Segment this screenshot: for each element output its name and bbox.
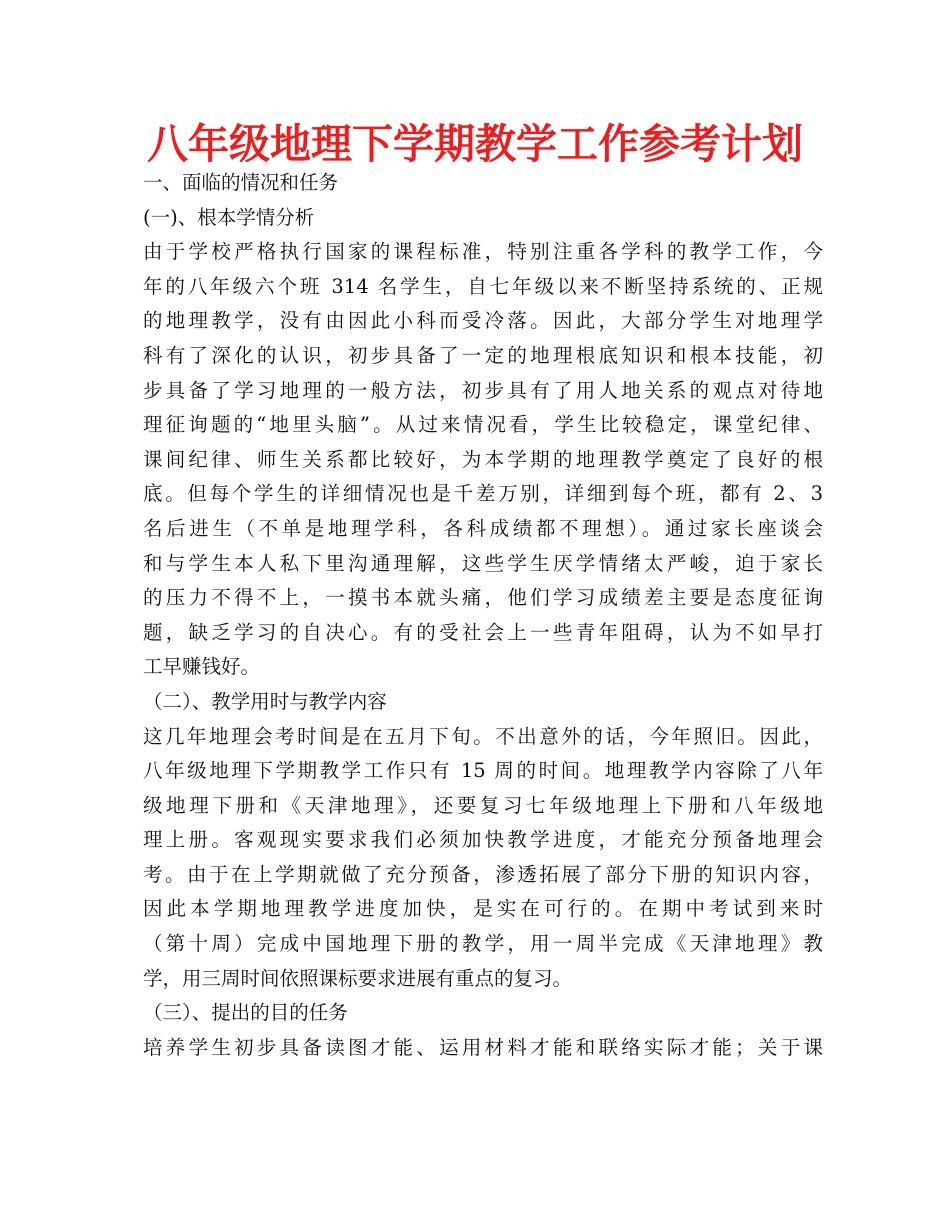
text-line: 学，用三周时间依照课标要求进展有重点的复习。: [143, 966, 573, 990]
text-line: 理上册。客观现实要求我们必须加快教学进度，才能充分预备地理会: [143, 828, 823, 852]
text-line: 级地理下册和《天津地理》，还要复习七年级地理上下册和八年级地: [143, 793, 823, 817]
text-line: 底。但每个学生的详细情况也是千差万别，详细到每个班，都有 2、3: [143, 482, 823, 506]
document-body: [143, 166, 823, 1065]
text-line: 和与学生本人私下里沟通理解，这些学生厌学情绪太严峻，迫于家长: [143, 551, 823, 575]
text-line: （第十周）完成中国地理下册的教学，用一周半完成《天津地理》教: [143, 932, 823, 956]
text-line: 培养学生初步具备读图才能、运用材料才能和联络实际才能；关于课: [143, 1035, 823, 1059]
text-line: 课间纪律、师生关系都比较好，为本学期的地理教学奠定了良好的根: [143, 447, 823, 471]
text-line: 名后进生（不单是地理学科，各科成绩都不理想）。通过家长座谈会: [143, 516, 823, 540]
text-line: 这几年地理会考时间是在五月下旬。不出意外的话，今年照旧。因此，: [143, 724, 823, 748]
text-line: 八年级地理下学期教学工作只有 15 周的时间。地理教学内容除了八年: [143, 759, 823, 783]
text-line: 理征询题的“地里头脑”。从过来情况看，学生比较稳定，课堂纪律、: [143, 413, 823, 437]
text-line: 年的八年级六个班 314 名学生，自七年级以来不断坚持系统的、正规: [143, 274, 823, 298]
text-line: 因此本学期地理教学进度加快，是实在可行的。在期中考试到来时: [143, 897, 823, 921]
text-line: （二）、教学用时与教学内容: [143, 689, 387, 713]
text-line: 的压力不得不上，一摸书本就头痛，他们学习成绩差主要是态度征询: [143, 586, 823, 610]
document-title: 八年级地理下学期教学工作参考计划: [147, 120, 803, 168]
text-line: 工早赚钱好。: [143, 655, 261, 679]
text-line: 步具备了学习地理的一般方法，初步具有了用人地关系的观点对待地: [143, 378, 823, 402]
text-line: 由于学校严格执行国家的课程标准，特别注重各学科的教学工作，今: [143, 240, 823, 264]
text-line: 考。由于在上学期就做了充分预备，渗透拓展了部分下册的知识内容，: [143, 862, 823, 886]
text-line: (一)、根本学情分析: [143, 205, 315, 229]
text-line: （三）、提出的目的任务: [143, 1001, 348, 1025]
text-line: 的地理教学，没有由因此小科而受冷落。因此，大部分学生对地理学: [143, 309, 823, 333]
text-line: 题，缺乏学习的自决心。有的受社会上一些青年阻碍，认为不如早打: [143, 620, 823, 644]
text-line: 科有了深化的认识，初步具备了一定的地理根底知识和根本技能，初: [143, 343, 823, 367]
text-line: 一、面临的情况和任务: [143, 171, 339, 194]
